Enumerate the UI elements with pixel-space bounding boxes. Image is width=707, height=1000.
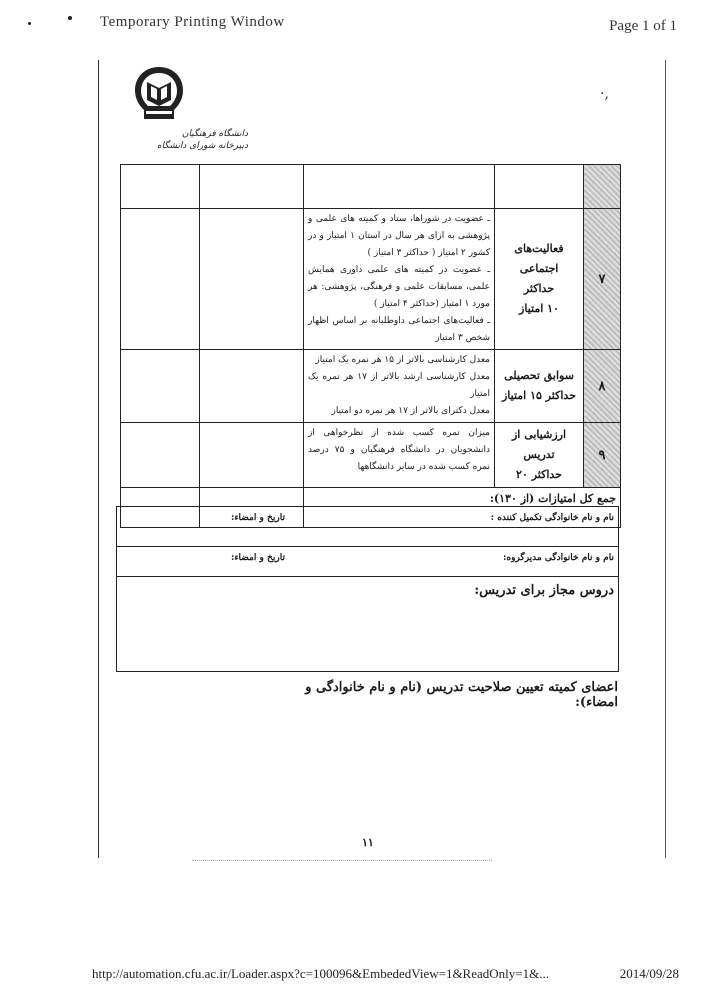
scan-speck xyxy=(28,22,31,25)
list-item: معدل دکترای بالاتر از ۱۷ هر نمره دو امتیاز xyxy=(331,406,490,416)
completer-date-label: تاریخ و امضاء: xyxy=(231,513,285,523)
criterion-cell: سوابق تحصیلی حداکثر ۱۵ امتیاز xyxy=(495,350,584,423)
list-item: ـ فعالیت‌های اجتماعی داوطلبانه بر اساس اظهار شخص ۳ امتیاز xyxy=(308,316,490,343)
group-manager-name-label: نام و نام خانوادگی مدیرگروه: xyxy=(503,553,614,563)
description-cell xyxy=(304,350,495,423)
scan-dots xyxy=(192,860,492,861)
completer-name-label: نام و نام خانوادگی تکمیل کننده : xyxy=(490,513,614,523)
row-number: ۸ xyxy=(584,350,621,423)
footer-url: http://automation.cfu.ac.ir/Loader.aspx?c=100096&EmbededView=1&ReadOnly=1&... xyxy=(92,966,549,981)
scan-speck xyxy=(68,16,72,20)
scan-mark: ·, xyxy=(600,86,609,102)
description-cell xyxy=(304,209,495,350)
group-manager-row xyxy=(117,547,619,577)
page-indicator: Page 1 of 1 xyxy=(609,18,677,34)
criterion-cell: ارزشیابی از تدریس حداکثر ۲۰ xyxy=(495,423,584,488)
courses-row xyxy=(117,577,619,672)
row-number: ۹ xyxy=(584,423,621,488)
criterion-cell: فعالیت‌های اجتماعی حداکثر ۱۰ امتیاز xyxy=(495,209,584,350)
signature-table xyxy=(116,506,619,672)
evaluation-table xyxy=(120,164,621,528)
footer-date: 2014/09/28 xyxy=(619,966,679,981)
org-line-1: دانشگاه فرهنگیان xyxy=(181,129,248,139)
list-item: معدل کارشناسی بالاتر از ۱۵ هر نمره یک امتیاز xyxy=(315,355,490,365)
table-row xyxy=(121,423,621,488)
table-row xyxy=(121,209,621,350)
row-number: ۷ xyxy=(584,209,621,350)
list-item: ـ عضویت در کمیته های علمی داوری همایش علمی، مسابقات علمی و فرهنگی، پژوهشی: هر مورد ۱ امتیاز (حداکثر ۴ امتیاز ) xyxy=(308,265,490,309)
page-number: ۱۱ xyxy=(362,836,374,849)
table-row-empty xyxy=(121,165,621,209)
list-item: معدل کارشناسی ارشد بالاتر از ۱۷ هر نمره یک امتیاز xyxy=(308,372,490,399)
total-score-label: جمع کل امتیازات (از ۱۳۰): xyxy=(304,488,621,528)
list-item: میزان نمره کسب شده از نظرخواهی از دانشجویان در دانشگاه فرهنگیان و ۷۵ درصد نمره کسب شده در سایر دانشگاهها xyxy=(308,428,490,472)
university-logo-icon xyxy=(130,64,188,122)
allowed-courses-label: دروس مجاز برای تدریس: xyxy=(474,583,614,598)
org-line-2: دبیرخانه شورای دانشگاه xyxy=(156,141,248,151)
completer-row xyxy=(117,507,619,547)
list-item: ـ عضویت در شوراها، ستاد و کمیته های علمی و پژوهشی به ازای هر سال در استان ۱ امتیاز و در کشور ۲ امتیاز ( حداکثر ۳ امتیاز ) xyxy=(308,214,491,258)
window-title: Temporary Printing Window xyxy=(100,14,285,30)
organization-name xyxy=(128,128,248,152)
description-cell xyxy=(304,423,495,488)
group-manager-date-label: تاریخ و امضاء: xyxy=(231,553,285,563)
table-row xyxy=(121,350,621,423)
committee-members-label: اعضای کمیته تعیین صلاحیت تدریس (نام و نام خانوادگی و امضاء): xyxy=(305,680,618,710)
